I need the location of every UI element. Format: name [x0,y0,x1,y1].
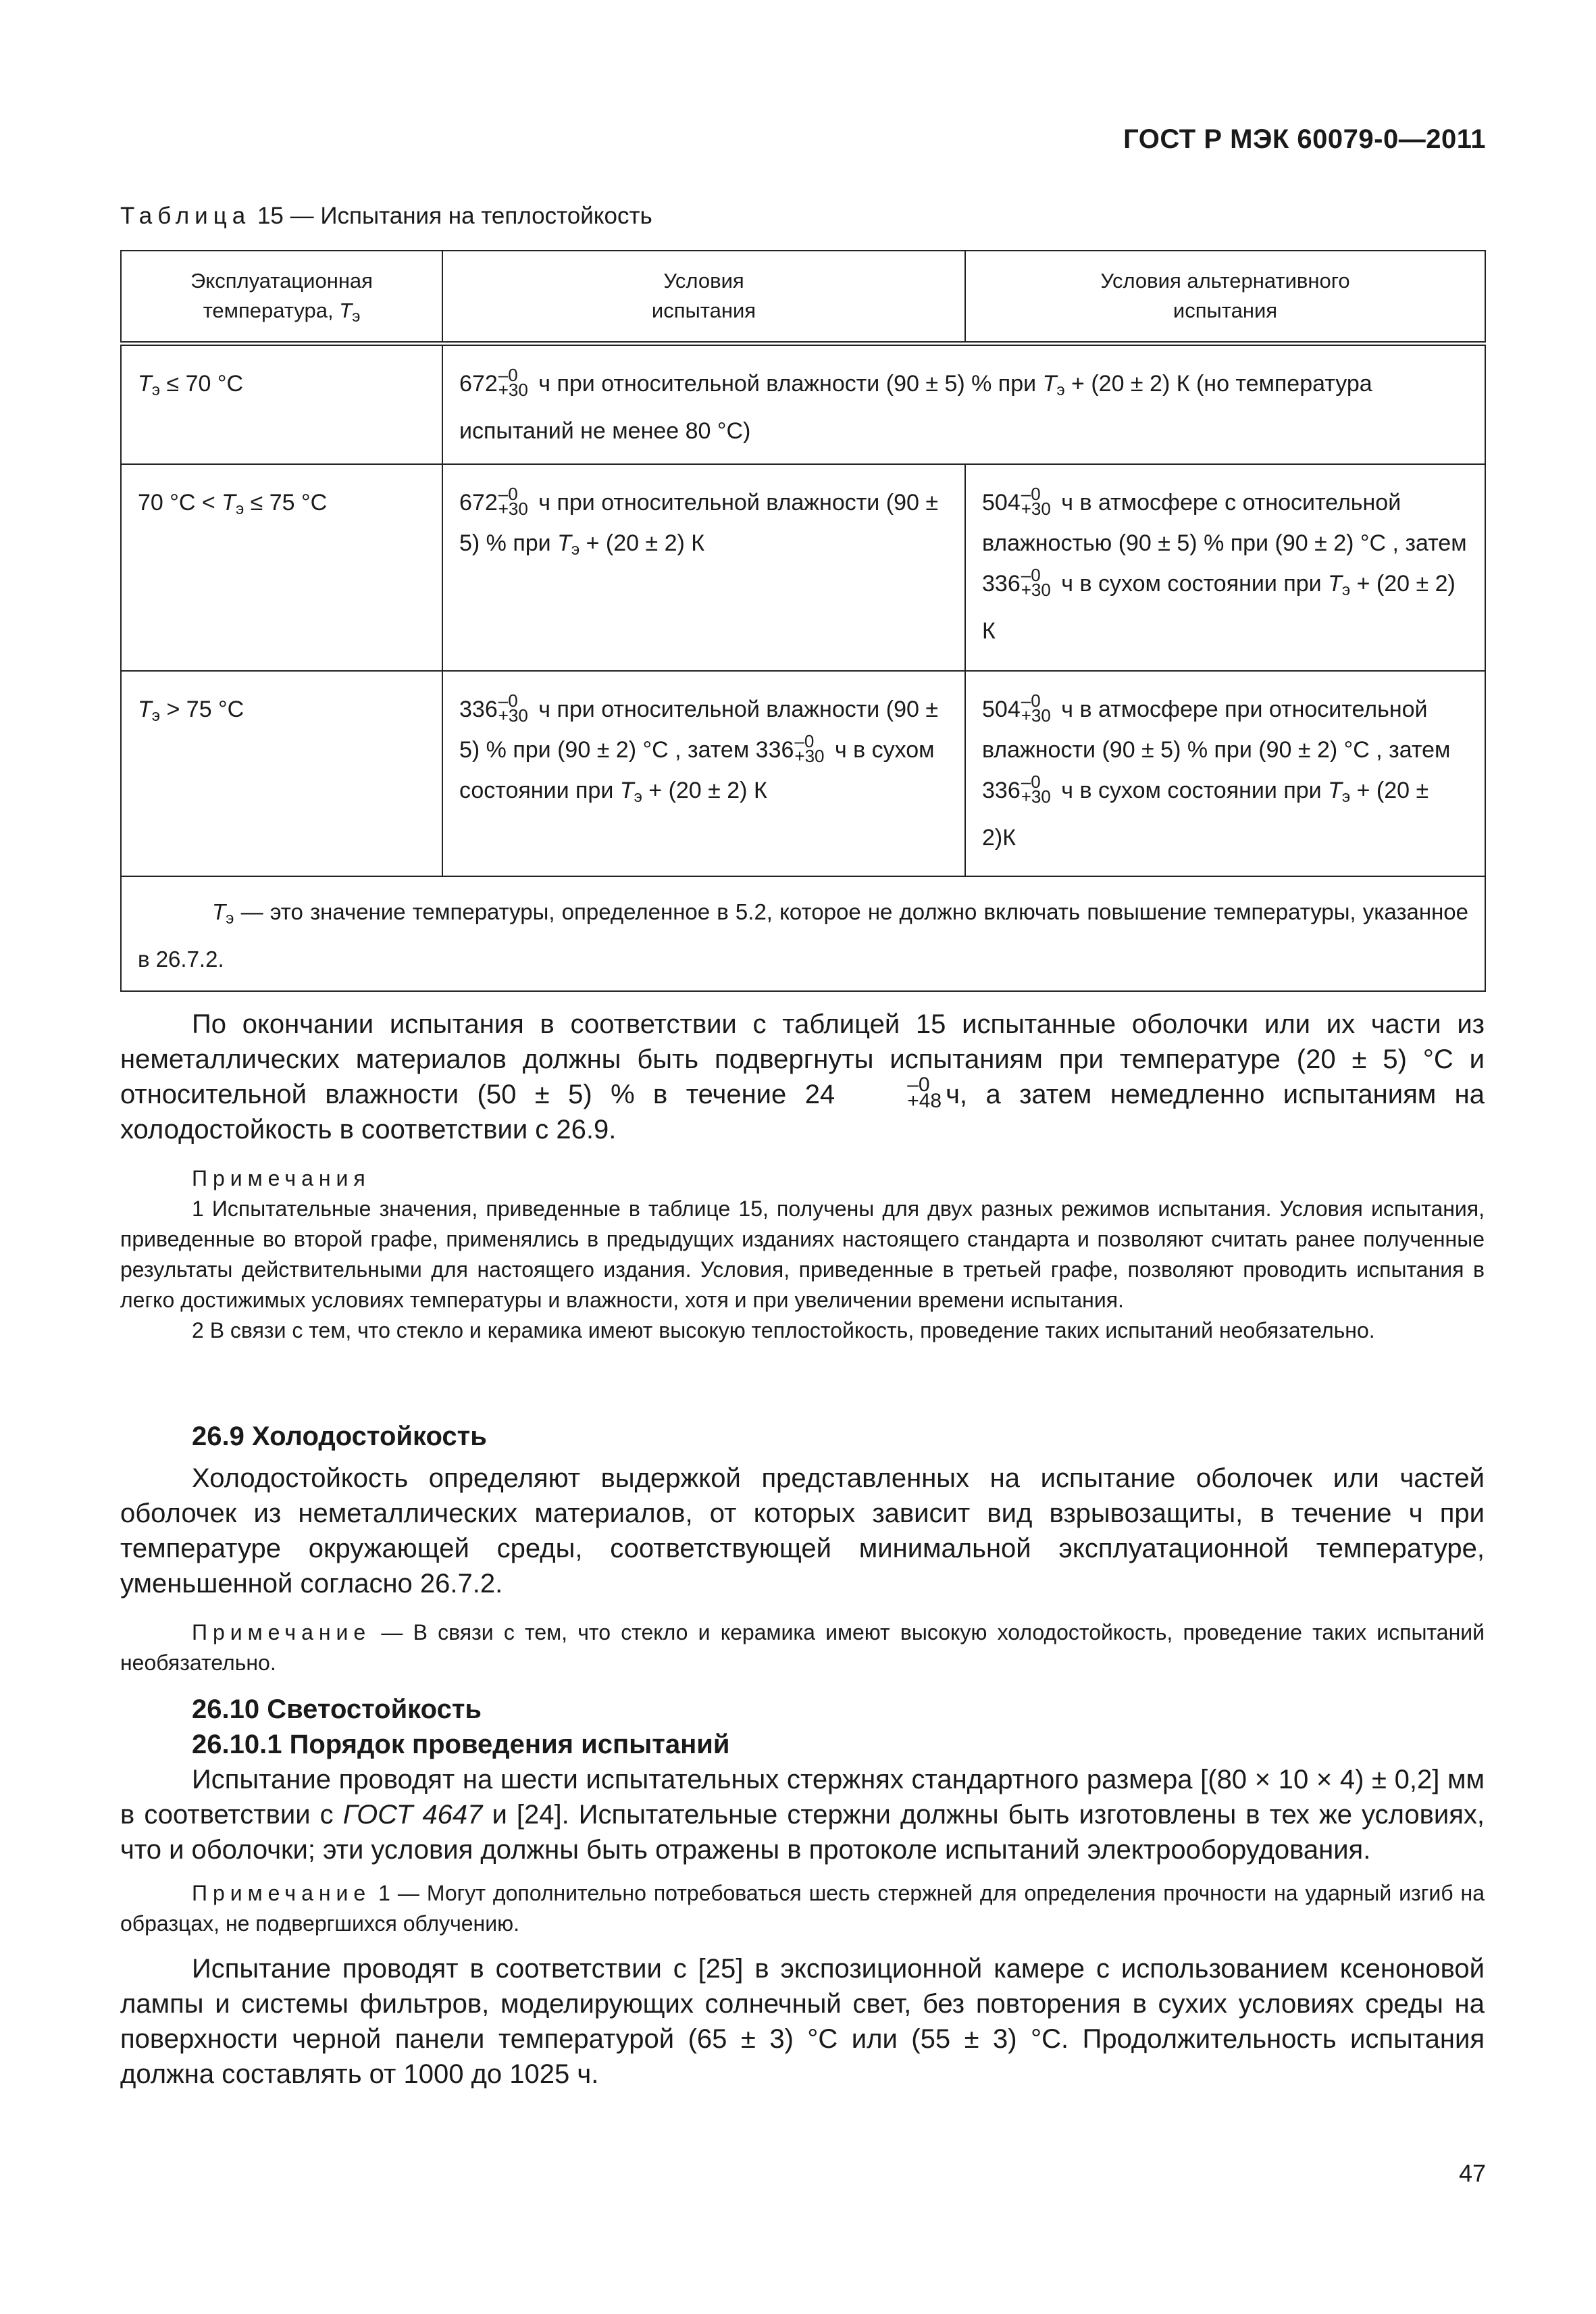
table-row-3 [121,671,1485,876]
table-caption [120,203,652,230]
table-row-2 [121,464,1485,671]
paragraph-after-table: По окончании испытания в соответствии с таблицей 15 испытанные оболочки или их части из неметаллических материалов должны быть подвергнуты испытаниям при температуре (20 ± 5) °С и относительной влажности (50 ± 5) % в течение 24 –0 +48 ч, а затем немедленно испытаниям на холодостойкость в соответствии с 26.9. [120,1009,1485,1145]
row2-conditions: 672 –0 +30 ч при относительной влажности (90 ± 5) % при Tэ + (20 ± 2) К [442,464,965,671]
heat-resistance-table [120,250,1485,972]
section-26-10-note [120,1878,1485,1939]
row1-conditions: 672 –0 +30 ч при относительной влажности (90 ± 5) % при Tэ + (20 ± 2) К (но температура испытаний не менее 80 °С) [442,344,1485,464]
table-caption-prefix: Таблица [120,203,251,229]
section-26-10-heading: 26.10 Светостойкость [192,1694,482,1724]
gost-4647-reference: ГОСТ 4647 [342,1800,483,1830]
notes-block-1 [120,1163,1485,1346]
header-col-alt-conditions: Условия альтернативного испытания [965,251,1485,344]
section-26-10-1-text: Испытание проводят на шести испытательных стержнях стандартного размера [(80 × 10 × 4) ± 0,2] мм в соответствии с ГОСТ 4647 и [24]. Испытательные стержни должны быть изготовлены в тех же условиях, что и оболочки; эти условия должны быть отражены в протоколе испытаний электрооборудования. [120,1765,1485,1865]
table-header-row [121,251,1485,344]
section-26-10-note-title: Примечание [192,1881,371,1905]
document-code: ГОСТ Р МЭК 60079-0—2011 [1123,124,1486,154]
header-col-conditions: Условия испытания [442,251,965,344]
section-26-9-note-text: — В связи с тем, что стекло и керамика имеют высокую холодостойкость, проведение таких испытаний необязательно. [120,1620,1485,1675]
header-col-temperature: Эксплуатационная температура, Tэ [121,251,442,344]
section-26-9-text: Холодостойкость определяют выдержкой представленных на испытание оболочек или частей оболочек из неметаллических материалов, от которых зависит вид взрывозащиты, в течение ч при температуре окружающей среды, соответствующей минимальной эксплуатационной температуре, уменьшенной согласно 26.7.2. [120,1463,1485,1599]
row3-alt-conditions: 504 –0 +30 ч в атмосфере при относительной влажности (90 ± 5) % при (90 ± 2) °С , затем 336 –0 +30 ч в сухом состоянии при Tэ + (20 ± 2)К [965,671,1485,876]
section-26-10-1-heading: 26.10.1 Порядок проведения испытаний [192,1730,730,1759]
section-26-9-note [120,1617,1485,1678]
notes-title: Примечания [192,1166,371,1190]
page-number: 47 [1458,2159,1486,2187]
table-row-1 [121,344,1485,464]
note-2: 2 В связи с тем, что стекло и керамика имеют высокую теплостойкость, проведение таких испытаний необязательно. [192,1318,1375,1342]
section-26-10-1-text-2: Испытание проводят в соответствии с [25] в экспозиционной камере с использованием ксеноновой лампы и системы фильтров, моделирующих солнечный свет, без повторения в сухих условиях среды на поверхности черной панели температурой (65 ± 3) °С или (55 ± 3) °С. Продолжительность испытания должна составлять от 1000 до 1025 ч. [120,1954,1485,2089]
table-footnote-row [121,876,1485,991]
row2-temperature: 70 °C < Tэ ≤ 75 °C [121,464,442,671]
row2-alt-conditions: 504 –0 +30 ч в атмосфере с относительной влажностью (90 ± 5) % при (90 ± 2) °С , затем 336 –0 +30 ч в сухом состоянии при Tэ + (20 ± 2) К [965,464,1485,671]
row1-temperature: Tэ ≤ 70 °C [121,344,442,464]
row3-conditions: 336 –0 +30 ч при относительной влажности (90 ± 5) % при (90 ± 2) °С , затем 336 –0 +30 ч в сухом состоянии при Tэ + (20 ± 2) К [442,671,965,876]
row3-temperature: Tэ > 75 °C [121,671,442,876]
section-26-9-heading: 26.9 Холодостойкость [192,1422,487,1451]
section-26-9-note-title: Примечание [192,1620,371,1644]
table-caption-text: 15 — Испытания на теплостойкость [257,203,652,229]
section-26-10-note-text: 1 — Могут дополнительно потребоваться шесть стержней для определения прочности на ударный изгиб на образцах, не подвергшихся облучению. [120,1881,1485,1936]
table-footnote: Tэ — это значение температуры, определенное в 5.2, которое не должно включать повышение температуры, указанное в 26.7.2. [121,876,1485,991]
note-1: 1 Испытательные значения, приведенные в таблице 15, получены для двух разных режимов испытания. Условия испытания, приведенные во второй графе, применялись в предыдущих изданиях настоящего стандарта и позволяют считать ранее полученные результаты действительными для настоящего издания. Условия, приведенные в третьей графе, позволяют проводить испытания в легко достижимых условиях температуры и влажности, хотя и при увеличении времени испытания. [120,1197,1485,1312]
